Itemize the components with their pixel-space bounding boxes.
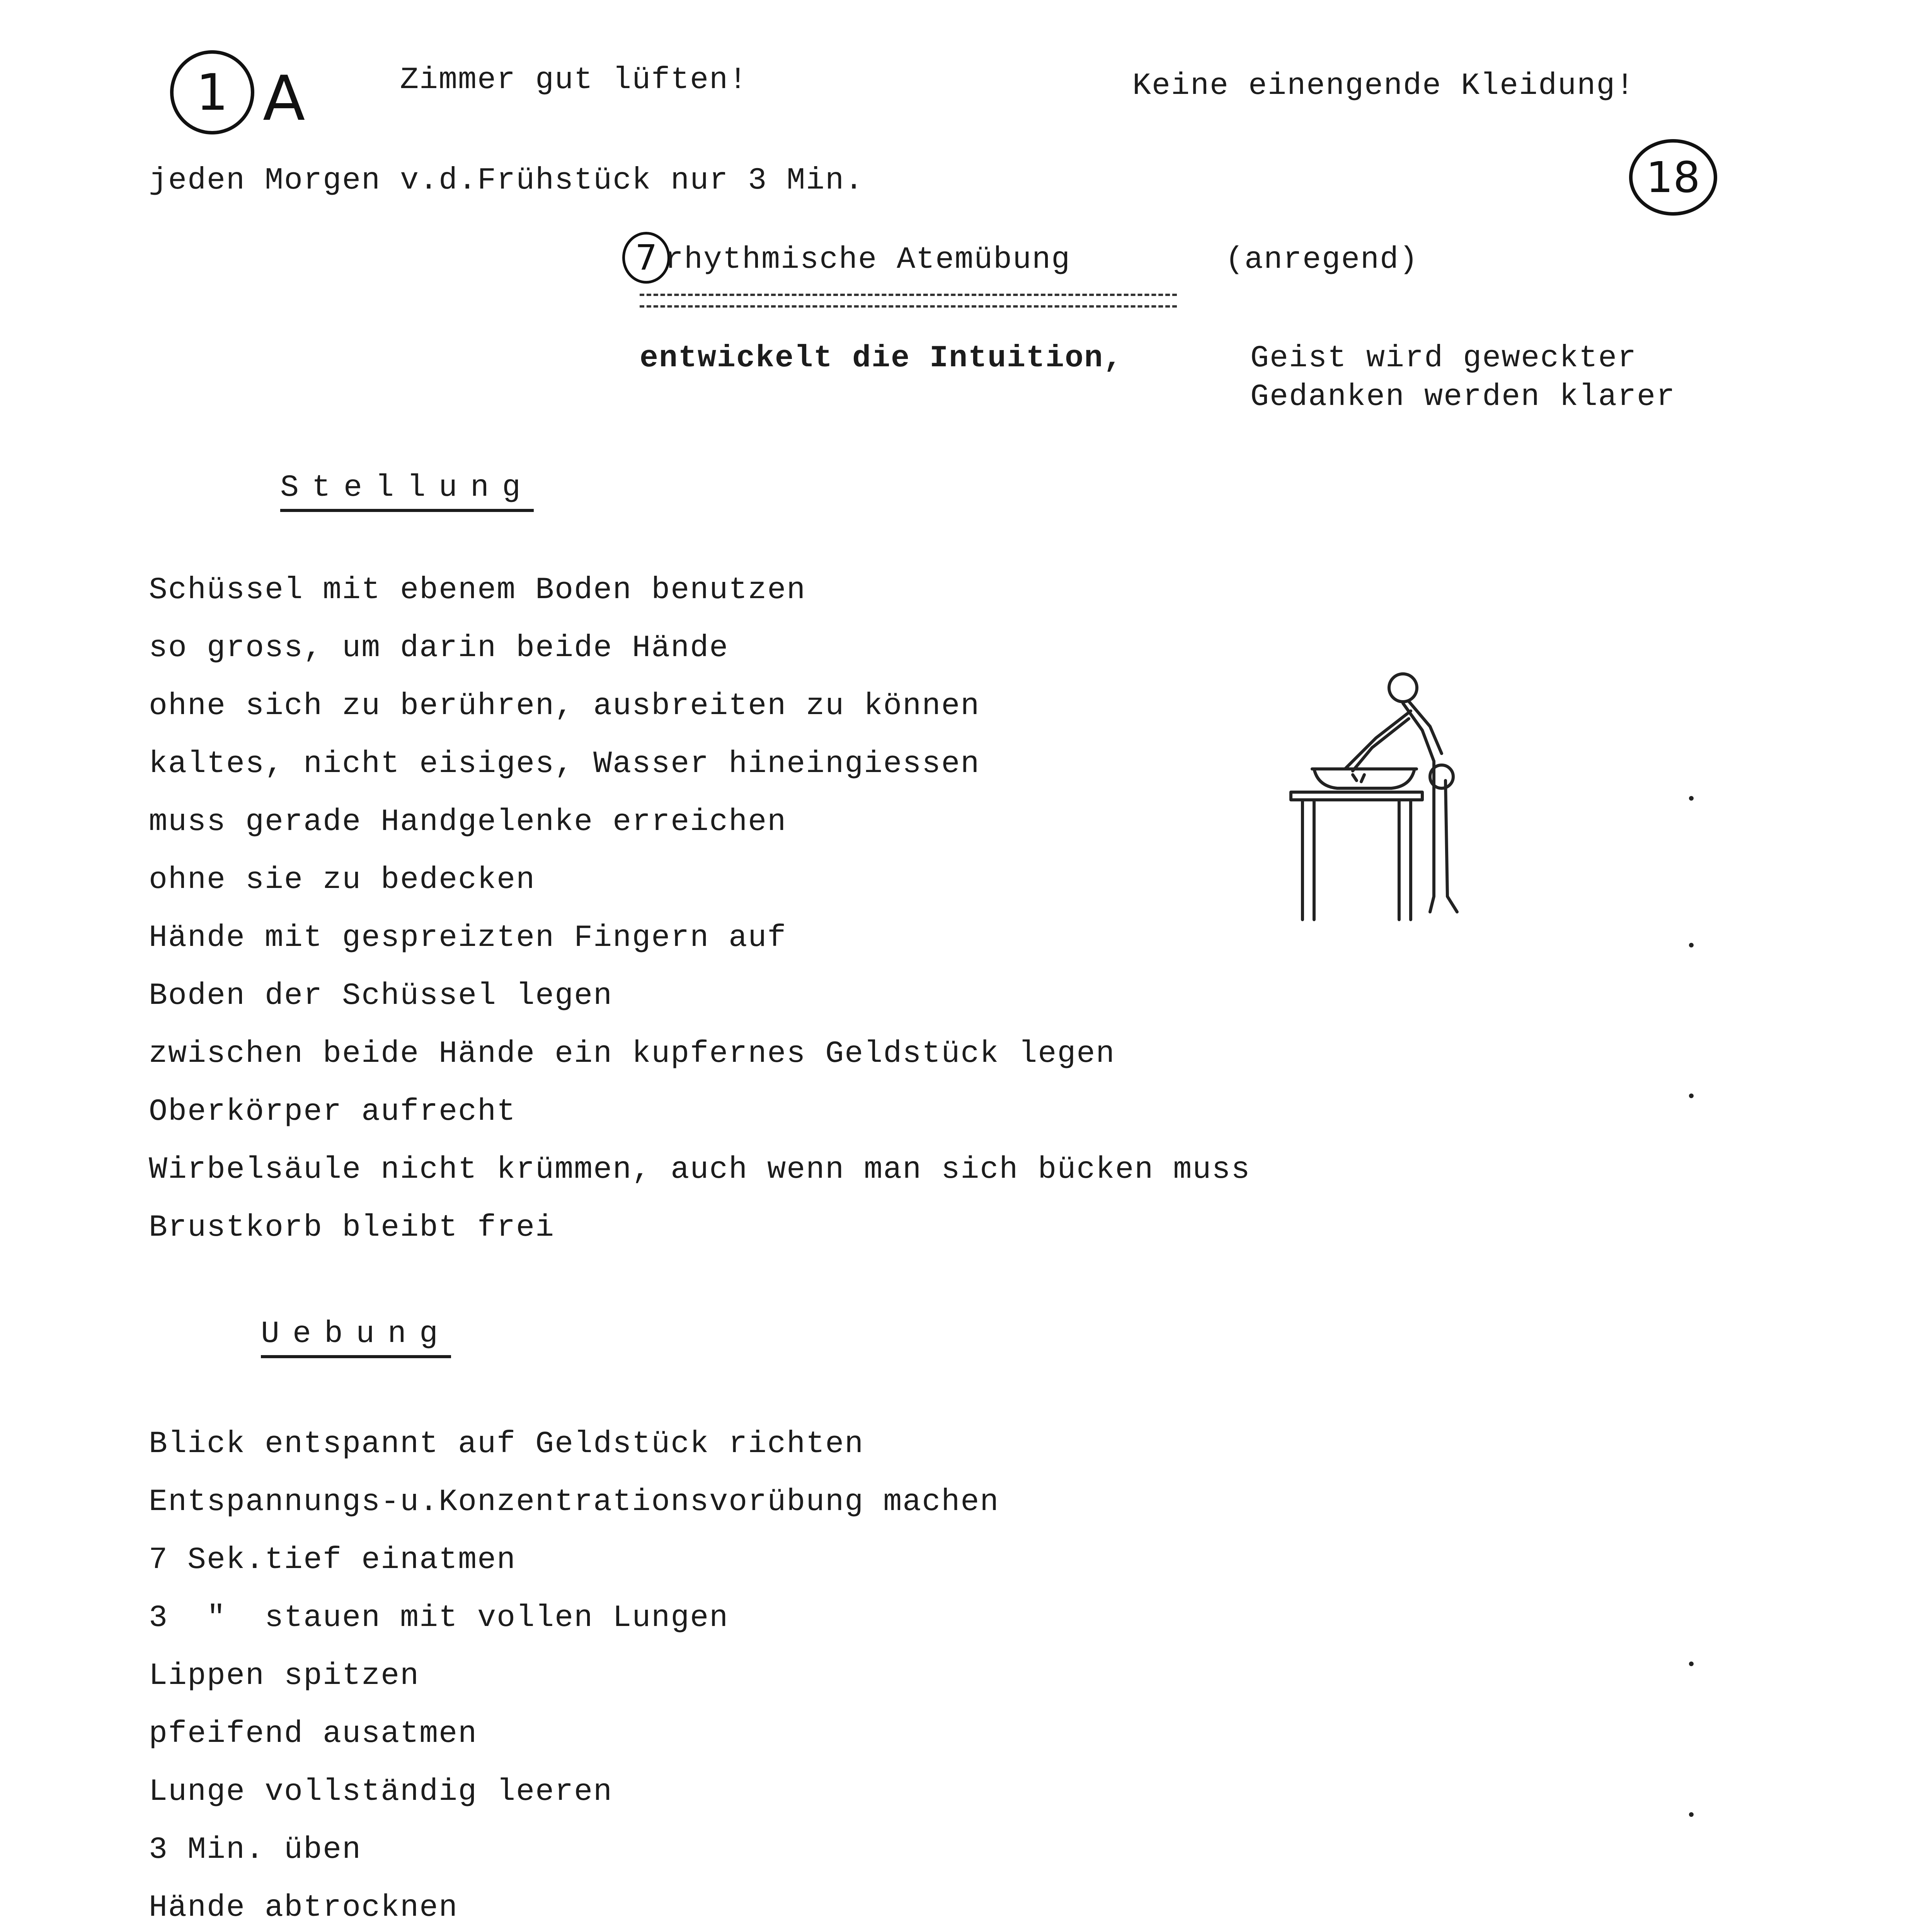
stellung-line: Schüssel mit ebenem Boden benutzen — [149, 573, 806, 608]
left-note: Zimmer gut lüften! — [400, 63, 748, 98]
stellung-line: Hände mit gespreizten Fingern auf — [149, 920, 787, 956]
stellung-line: Wirbelsäule nicht krümmen, auch wenn man sich bücken muss — [149, 1152, 1251, 1187]
stellung-line: Oberkörper aufrecht — [149, 1094, 516, 1129]
scan-speck — [1689, 1094, 1694, 1098]
uebung-line: 3 Min. üben — [149, 1832, 362, 1867]
stellung-line: ohne sich zu berühren, ausbreiten zu können — [149, 689, 980, 724]
stellung-heading: Stellung — [280, 469, 534, 512]
page-number: 18 — [1646, 153, 1700, 202]
stellung-line: ohne sie zu bedecken — [149, 862, 536, 898]
uebung-line: pfeifend ausatmen — [149, 1716, 478, 1752]
exercise-title: rhythmische Atemübung — [665, 242, 1071, 277]
uebung-line: Entspannungs-u.Konzentrationsvorübung machen — [149, 1485, 999, 1520]
posture-sketch-illustration — [1275, 665, 1492, 927]
benefit-thoughts: Gedanken werden klarer — [1250, 379, 1676, 415]
timing-note: jeden Morgen v.d.Frühstück nur 3 Min. — [149, 163, 864, 198]
stellung-line: so gross, um darin beide Hände — [149, 631, 729, 666]
exercise-number: 7 — [635, 237, 657, 278]
stellung-line: Boden der Schüssel legen — [149, 978, 613, 1014]
exercise-qualifier: (anregend) — [1225, 242, 1419, 277]
scan-speck — [1689, 796, 1694, 801]
uebung-line: Lippen spitzen — [149, 1658, 420, 1694]
page-number-circle — [1629, 139, 1717, 216]
uebung-line: 7 Sek.tief einatmen — [149, 1543, 516, 1578]
stellung-line: Brustkorb bleibt frei — [149, 1210, 555, 1245]
benefit-intuition: entwickelt die Intuition, — [640, 341, 1123, 376]
uebung-line: Hände abtrocknen — [149, 1890, 458, 1925]
stellung-line: kaltes, nicht eisiges, Wasser hineingiessen — [149, 747, 980, 782]
page-mark-letter: A — [263, 62, 305, 134]
stellung-line: muss gerade Handgelenke erreichen — [149, 804, 787, 840]
exercise-number-circle — [622, 232, 670, 284]
page-mark-number: 1 — [196, 63, 228, 122]
right-note: Keine einengende Kleidung! — [1132, 68, 1635, 104]
scan-speck — [1689, 1812, 1694, 1817]
scan-speck — [1689, 943, 1694, 947]
benefit-mind: Geist wird geweckter — [1250, 341, 1637, 376]
stellung-line: zwischen beide Hände ein kupfernes Geldstück legen — [149, 1036, 1115, 1071]
page-mark-circle — [170, 50, 254, 134]
uebung-line: Blick entspannt auf Geldstück richten — [149, 1427, 864, 1462]
uebung-heading: Uebung — [261, 1316, 451, 1358]
scan-speck — [1689, 1662, 1694, 1666]
uebung-line: 3 " stauen mit vollen Lungen — [149, 1600, 729, 1636]
title-double-underline — [640, 294, 1177, 308]
uebung-line: Lunge vollständig leeren — [149, 1774, 613, 1810]
